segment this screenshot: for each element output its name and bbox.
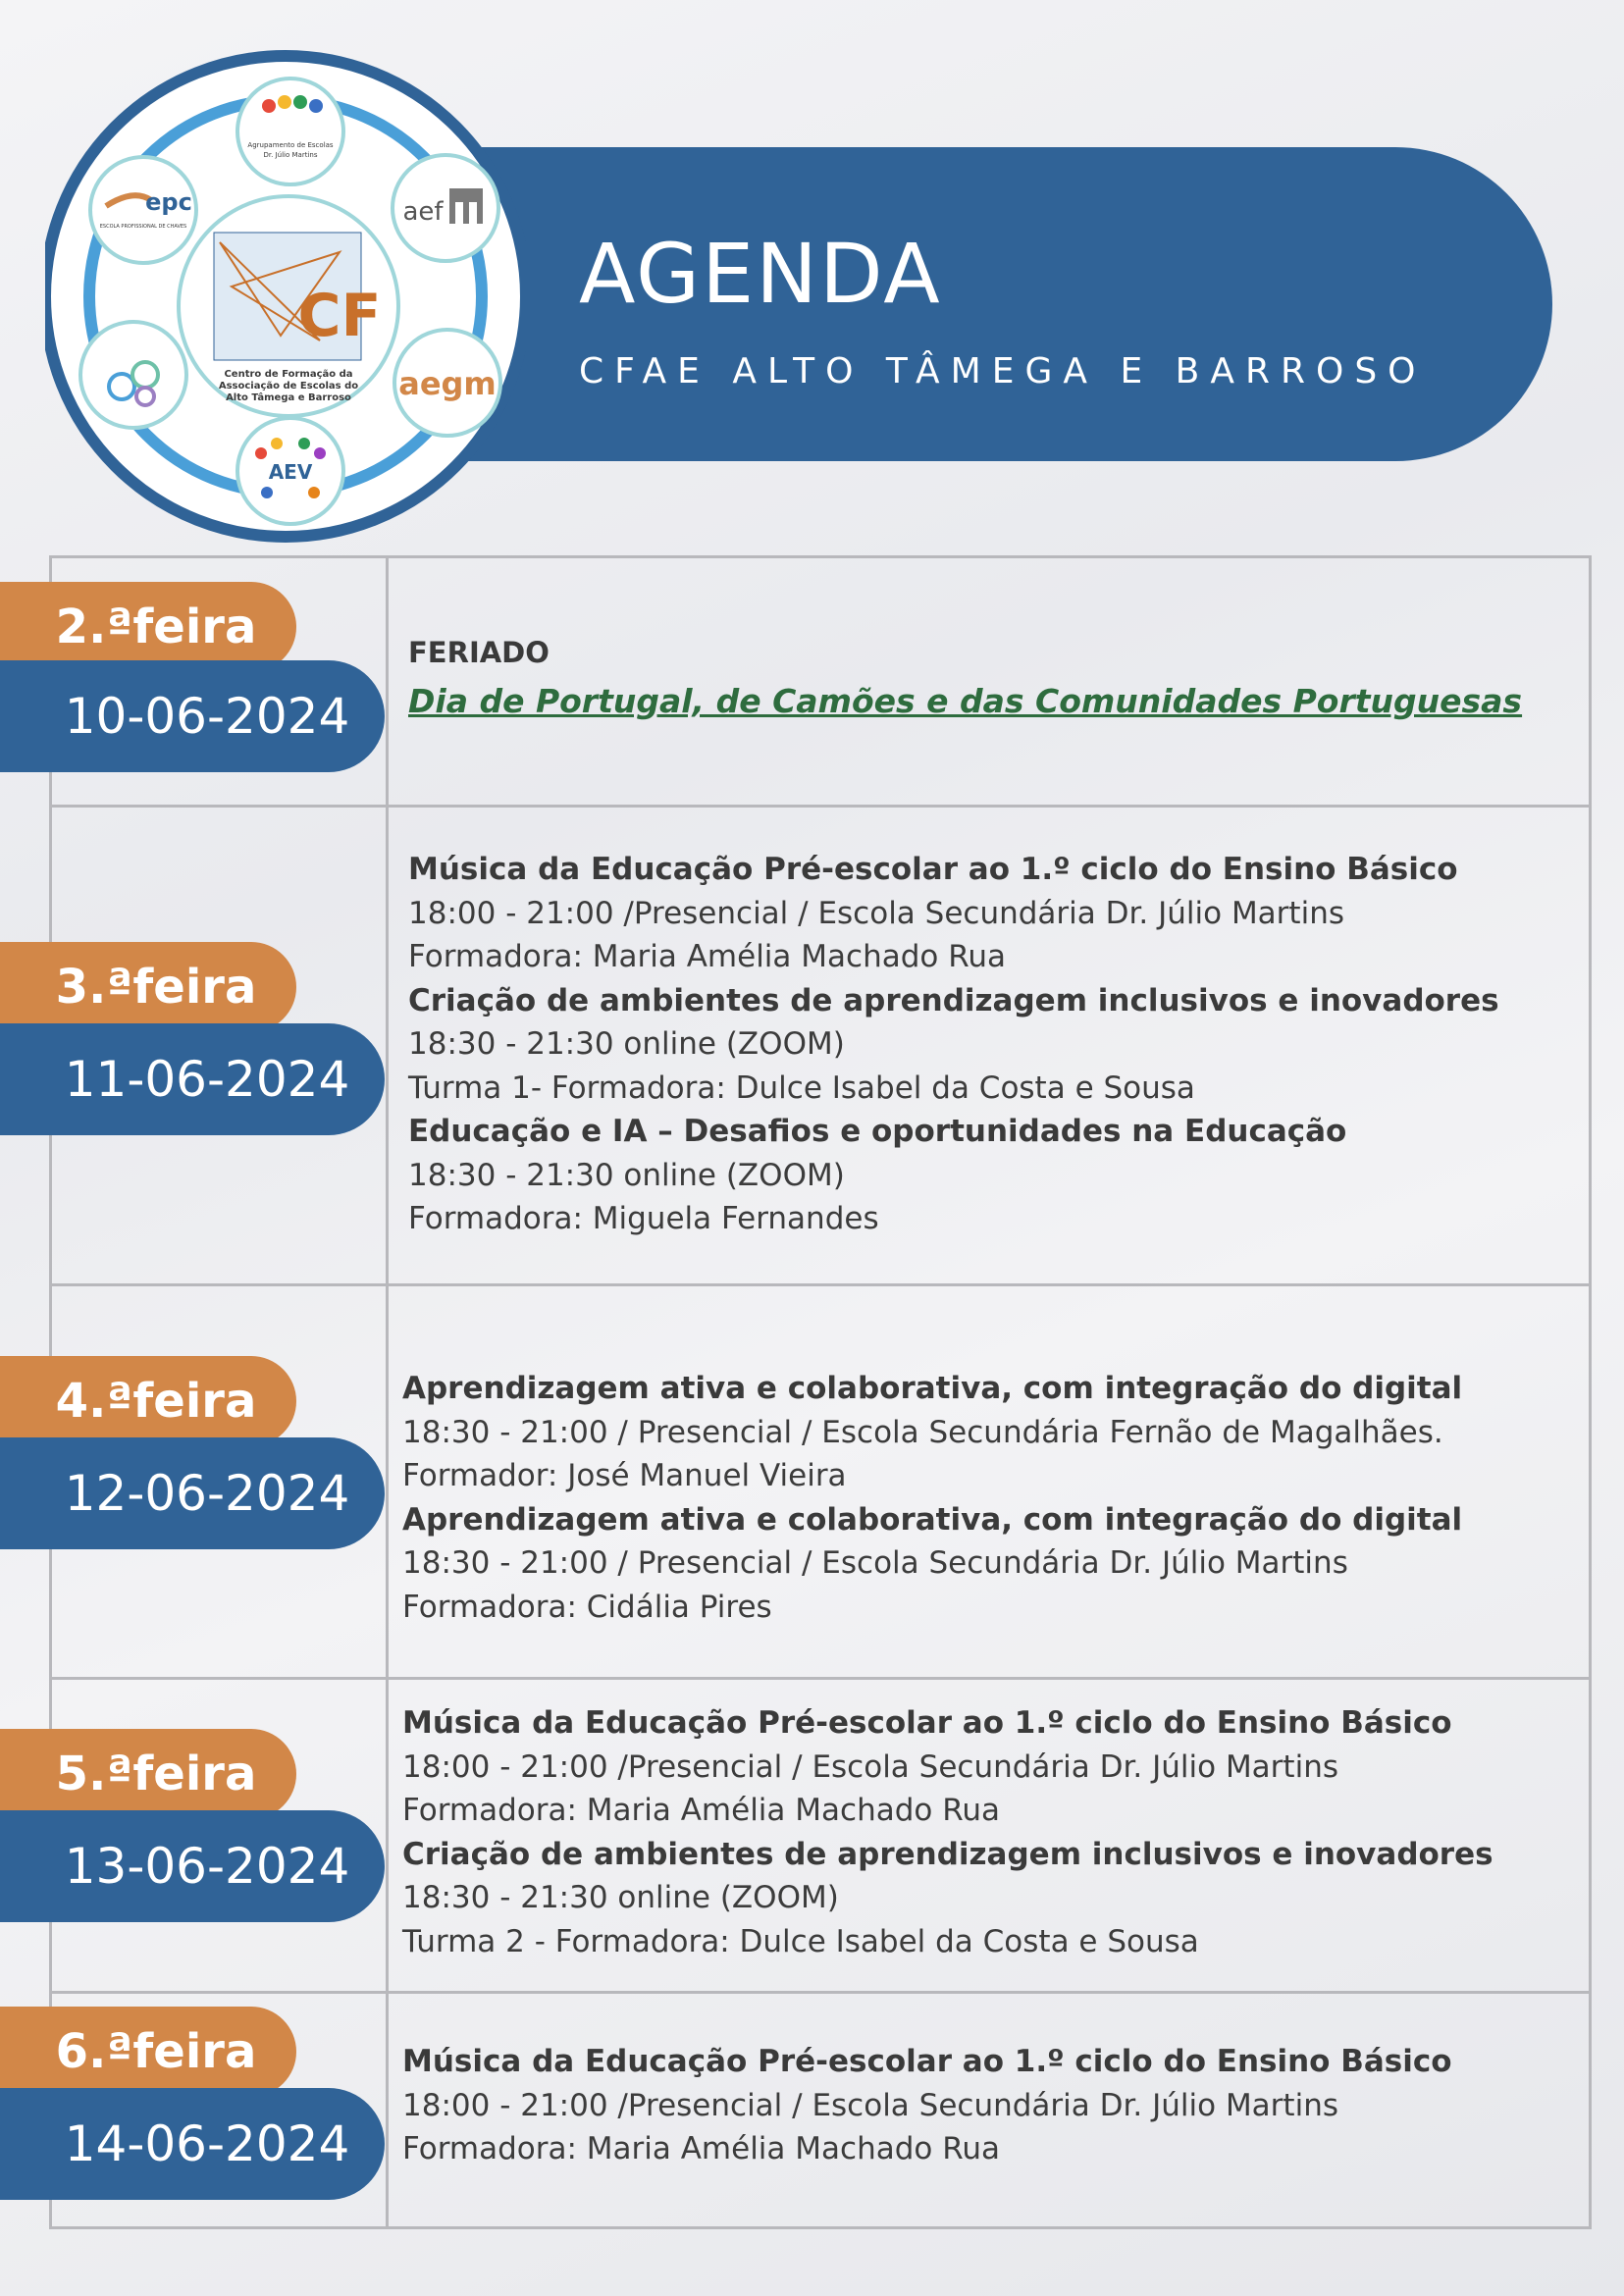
course-title: Criação de ambientes de aprendizagem inclusivos e inovadores — [402, 1836, 1493, 1872]
session-info: 18:30 - 21:00 / Presencial / Escola Secundária Fernão de Magalhães. — [402, 1414, 1443, 1450]
session-info: 18:00 - 21:00 /Presencial / Escola Secundária Dr. Júlio Martins — [402, 1748, 1338, 1785]
trainer-info: Formador: José Manuel Vieira — [402, 1458, 847, 1493]
day-badge: 4.ªfeira — [0, 1356, 296, 1446]
logo-center-caption-1: Centro de Formação da — [224, 369, 353, 380]
row-divider — [49, 805, 1592, 808]
row-content — [402, 2040, 1580, 2171]
course-title: Educação e IA – Desafios e oportunidades na Educação — [408, 1114, 1347, 1149]
trainer-info: Formadora: Maria Amélia Machado Rua — [402, 2131, 1000, 2166]
date-badge: 10-06-2024 — [0, 660, 385, 772]
session-info: 18:30 - 21:00 / Presencial / Escola Secundária Dr. Júlio Martins — [402, 1545, 1348, 1581]
session-info: 18:30 - 21:30 online (ZOOM) — [402, 1880, 839, 1915]
course-title: Música da Educação Pré-escolar ao 1.º ciclo do Ensino Básico — [402, 2044, 1452, 2079]
page-title: AGENDA — [579, 226, 942, 322]
course-title: Aprendizagem ativa e colaborativa, com integração do digital — [402, 1501, 1463, 1538]
row-content — [402, 1367, 1580, 1629]
holiday-label: FERIADO — [408, 636, 550, 669]
trainer-info: Formadora: Maria Amélia Machado Rua — [402, 1793, 1000, 1828]
day-badge: 5.ªfeira — [0, 1729, 296, 1819]
logo-center-caption-2: Associação de Escolas do — [218, 381, 359, 391]
date-badge: 11-06-2024 — [0, 1023, 385, 1135]
day-badge: 6.ªfeira — [0, 2007, 296, 2097]
trainer-info: Formadora: Cidália Pires — [402, 1589, 772, 1625]
date-badge: 12-06-2024 — [0, 1437, 385, 1549]
logo-center-caption-3: Alto Tâmega e Barroso — [226, 392, 351, 403]
row-content — [402, 1701, 1580, 1963]
logo-aegm-label: aegm — [398, 365, 497, 402]
course-title: Aprendizagem ativa e colaborativa, com integração do digital — [402, 1371, 1463, 1406]
holiday-link[interactable]: Dia de Portugal, de Camões e das Comunidades Portuguesas — [408, 682, 1523, 720]
date-badge: 14-06-2024 — [0, 2088, 385, 2200]
course-title: Música da Educação Pré-escolar ao 1.º ciclo do Ensino Básico — [402, 1705, 1452, 1741]
logo-epc-caption: ESCOLA PROFISSIONAL DE CHAVES — [99, 224, 187, 230]
session-info: 18:00 - 21:00 /Presencial / Escola Secundária Dr. Júlio Martins — [402, 2087, 1338, 2123]
trainer-info: Formadora: Miguela Fernandes — [408, 1201, 879, 1236]
logo-epc-label: epc — [145, 188, 192, 216]
course-title: Música da Educação Pré-escolar ao 1.º ciclo do Ensino Básico — [408, 852, 1458, 887]
page-subtitle: CFAE ALTO TÂMEGA E BARROSO — [579, 351, 1427, 391]
logo-top-label-1: Agrupamento de Escolas — [247, 141, 334, 149]
logo-aef-label: aef — [402, 197, 444, 227]
logo-aev-label: AEV — [268, 460, 313, 484]
row-content — [408, 848, 1586, 1241]
course-title: Criação de ambientes de aprendizagem inclusivos e inovadores — [408, 982, 1499, 1018]
row-divider — [49, 1991, 1592, 1994]
day-badge: 3.ªfeira — [0, 942, 296, 1032]
trainer-info: Turma 2 - Formadora: Dulce Isabel da Costa e Sousa — [402, 1923, 1199, 1959]
trainer-info: Turma 1- Formadora: Dulce Isabel da Costa e Sousa — [408, 1070, 1195, 1106]
day-badge: 2.ªfeira — [0, 582, 296, 672]
row-divider — [49, 1677, 1592, 1680]
logo-center-initials: CF — [297, 282, 382, 350]
trainer-info: Formadora: Maria Amélia Machado Rua — [408, 939, 1006, 974]
row-content — [408, 632, 1586, 730]
session-info: 18:30 - 21:30 online (ZOOM) — [408, 1026, 845, 1062]
session-info: 18:30 - 21:30 online (ZOOM) — [408, 1157, 845, 1193]
row-divider — [49, 1283, 1592, 1286]
logo-top-label-2: Dr. Júlio Martins — [263, 151, 318, 159]
date-badge: 13-06-2024 — [0, 1810, 385, 1922]
cfae-logo — [45, 41, 526, 551]
session-info: 18:00 - 21:00 /Presencial / Escola Secundária Dr. Júlio Martins — [408, 895, 1344, 931]
